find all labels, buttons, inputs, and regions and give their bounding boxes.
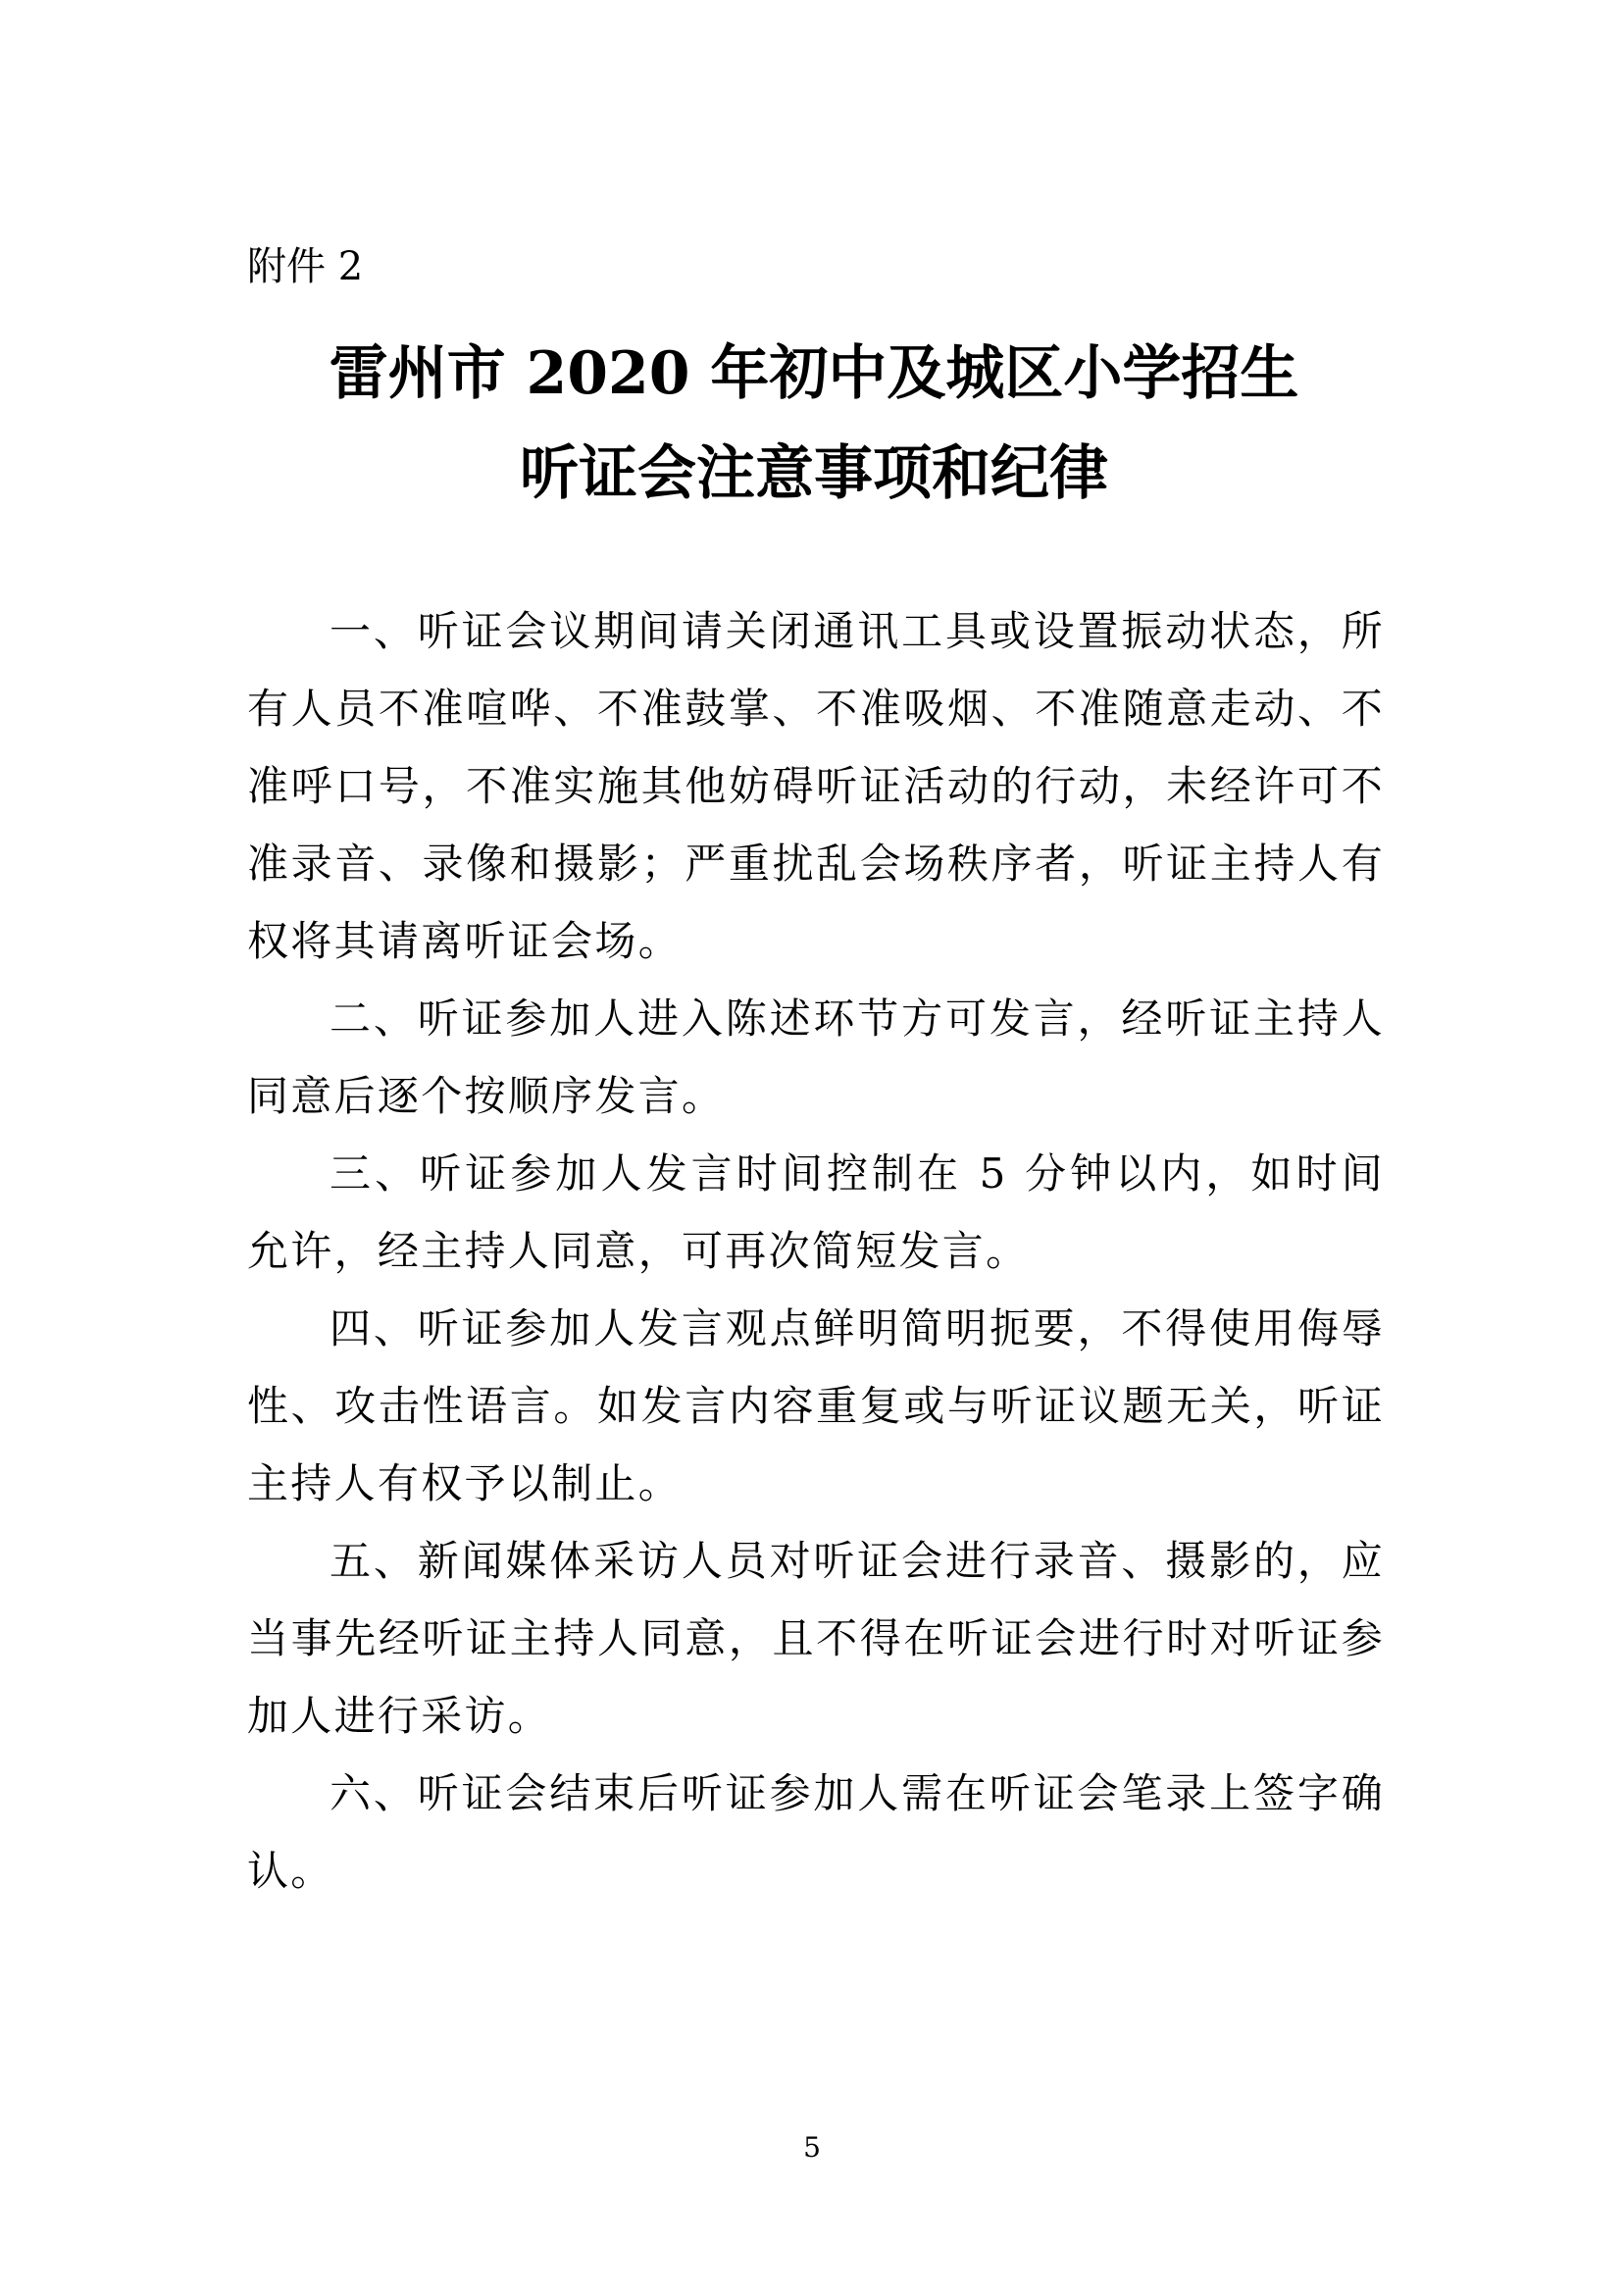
- paragraph-5: 五、新闻媒体采访人员对听证会进行录音、摄影的，应当事先经听证主持人同意，且不得在听证会进行时对听证参加人进行采访。: [247, 1537, 1385, 1740]
- paragraph-6: 六、听证会结束后听证参加人需在听证会笔录上签字确认。: [247, 1769, 1385, 1895]
- paragraph-2: 二、听证参加人进入陈述环节方可发言，经听证主持人同意后逐个按顺序发言。: [247, 994, 1385, 1120]
- paragraph-4: 四、听证参加人发言观点鲜明简明扼要，不得使用侮辱性、攻击性语言。如发言内容重复或与听证议题无关，听证主持人有权予以制止。: [247, 1304, 1385, 1507]
- body-text: [247, 592, 1385, 1910]
- title-line-2: 听证会注意事项和纪律: [520, 439, 1108, 508]
- title-line-1: 雷州市 2020 年初中及城区小学招生: [329, 339, 1299, 408]
- page-number: 5: [803, 2131, 821, 2164]
- paragraph-1: 一、听证会议期间请关闭通讯工具或设置振动状态，所有人员不准喧哗、不准鼓掌、不准吸烟、不准随意走动、不准呼口号，不准实施其他妨碍听证活动的行动，未经许可不准录音、录像和摄影；严重扰乱会场秩序者，听证主持人有权将其请离听证会场。: [247, 607, 1385, 965]
- document-title: [247, 324, 1381, 524]
- paragraph-3: 三、听证参加人发言时间控制在 5 分钟以内，如时间允许，经主持人同意，可再次简短发言。: [247, 1149, 1385, 1275]
- attachment-label: 附件 2: [247, 244, 364, 289]
